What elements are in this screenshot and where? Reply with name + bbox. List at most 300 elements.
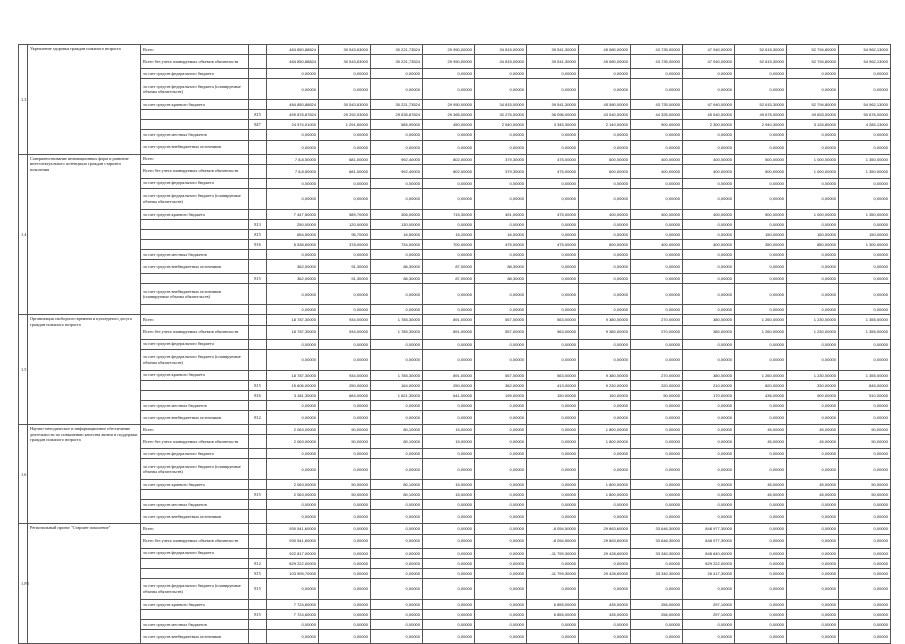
amount-cell: 563,00000 [527,325,579,339]
funding-source-label [141,240,249,250]
amount-cell: 0,00000 [631,188,683,209]
funding-source-label [141,110,249,120]
amount-cell: 91,30000 [319,274,371,284]
amount-cell: 845,00000 [839,380,891,390]
amount-cell: 0,00000 [631,480,683,490]
amount-cell: 0,00000 [735,599,787,609]
amount-cell: 0,00000 [527,229,579,239]
amount-cell: 54 962,13000 [839,45,891,55]
amount-cell: 0,00000 [839,534,891,548]
amount-cell: 0,00000 [527,188,579,209]
amount-cell: 1 000,00000 [787,164,839,178]
amount-cell: 992,40000 [371,164,423,178]
funding-source-label: за счет средств внебюджетных источников (планируемые объемы обязательств) [141,284,249,305]
amount-cell: 1 350,00000 [839,154,891,164]
amount-cell: 0,00000 [475,599,527,609]
amount-cell: 400,00000 [579,209,631,219]
amount-cell: 0,00000 [579,219,631,229]
amount-cell: 29 252,03000 [319,110,371,120]
amount-cell: 0,00000 [735,459,787,480]
amount-cell: 0,00000 [371,510,423,524]
amount-cell: 400,00000 [631,209,683,219]
kbk-code [249,100,267,110]
amount-cell: 0,00000 [735,188,787,209]
amount-cell: 0,00000 [475,620,527,630]
funding-source-label: за счет средств федерального бюджета [141,339,249,349]
amount-cell: 0,00000 [735,609,787,619]
amount-cell: 0,00000 [579,400,631,410]
amount-cell: 130,00000 [371,219,423,229]
amount-cell: 0,00000 [579,578,631,599]
amount-cell: 0,00000 [683,400,735,410]
amount-cell: 52 794,80000 [787,45,839,55]
amount-cell: 1 350,00000 [839,164,891,178]
amount-cell: 0,00000 [267,500,319,510]
amount-cell: 54 962,13000 [839,100,891,110]
amount-cell: 848 977,30000 [683,534,735,548]
funding-source-label: Всего [141,315,249,325]
amount-cell: 0,00000 [371,130,423,140]
amount-cell: 0,00000 [475,480,527,490]
amount-cell: 0,00000 [631,435,683,449]
kbk-code: 815 [249,490,267,500]
amount-cell: 0,00000 [839,410,891,424]
amount-cell: 330,00000 [787,380,839,390]
amount-cell: 0,00000 [683,349,735,370]
amount-cell: 0,00000 [267,630,319,644]
amount-cell: 1 800,00000 [579,480,631,490]
amount-cell: 50,00000 [839,435,891,449]
amount-cell: 1 800,00000 [579,424,631,434]
amount-cell: 829 222,00000 [683,558,735,568]
amount-cell: 34 815,00000 [475,100,527,110]
amount-cell: 500,00000 [735,209,787,219]
amount-cell: 50,00000 [319,490,371,500]
amount-cell: 0,00000 [475,435,527,449]
amount-cell: 9 230,00000 [579,380,631,390]
funding-source-label: за счет средств краевого бюджета [141,100,249,110]
amount-cell: 380,00000 [683,370,735,380]
amount-cell: 0,00000 [839,400,891,410]
amount-cell: 0,00000 [787,305,839,315]
funding-source-label [141,609,249,619]
section-name: Региональный проект "Старшее поколение" [28,524,141,644]
kbk-code [249,370,267,380]
amount-cell: 0,00000 [735,524,787,534]
amount-cell: 0,00000 [475,130,527,140]
amount-cell: 0,00000 [319,630,371,644]
table-row [19,534,891,548]
amount-cell: 52 794,80000 [787,55,839,69]
amount-cell: 0,00000 [787,500,839,510]
amount-cell: 0,00000 [475,558,527,568]
amount-cell: 802,00000 [423,164,475,178]
amount-cell: 1 800,00000 [579,435,631,449]
amount-cell: 195,00000 [475,390,527,400]
amount-cell: 0,00000 [423,178,475,188]
amount-cell: 600,00000 [579,154,631,164]
amount-cell: 270,00000 [631,370,683,380]
amount-cell: 802,00000 [423,154,475,164]
table-row [19,305,891,315]
amount-cell: 29 428,60000 [579,568,631,578]
amount-cell: 0,00000 [527,305,579,315]
amount-cell: 0,00000 [631,500,683,510]
amount-cell: 1 350,00000 [839,209,891,219]
amount-cell: 1 000,00000 [787,209,839,219]
amount-cell: 0,00000 [735,534,787,548]
amount-cell: 29 863,60000 [579,524,631,534]
funding-source-label: за счет средств внебюджетных источников [141,630,249,644]
amount-cell: 681,00000 [319,154,371,164]
amount-cell: 52 794,80000 [787,100,839,110]
table-row [19,188,891,209]
amount-cell: 3 345,30000 [527,120,579,130]
kbk-code: 815 [249,274,267,284]
amount-cell: 450,00000 [423,120,475,130]
amount-cell: 484 850,88824 [267,100,319,110]
kbk-code [249,164,267,178]
amount-cell: 0,00000 [371,568,423,578]
amount-cell: 0,00000 [631,630,683,644]
amount-cell: 0,00000 [319,449,371,459]
amount-cell: 1 000,00000 [787,154,839,164]
amount-cell: 0,00000 [527,510,579,524]
amount-cell: 0,00000 [371,449,423,459]
table-row [19,510,891,524]
amount-cell: 848 640,40000 [683,548,735,558]
amount-cell: 0,00000 [787,410,839,424]
amount-cell: 829 222,00000 [267,558,319,568]
amount-cell: 0,00000 [267,305,319,315]
kbk-code [249,284,267,305]
amount-cell: 459 876,87824 [267,110,319,120]
amount-cell: 557,00000 [475,315,527,325]
kbk-code: 815 [249,578,267,599]
funding-source-label: за счет средств федерального бюджета (планируемые объемы обязательств) [141,79,249,100]
amount-cell: 0,00000 [423,630,475,644]
amount-cell: 34 815,00000 [475,45,527,55]
amount-cell: 700,00000 [423,240,475,250]
amount-cell: 0,00000 [735,558,787,568]
funding-source-label: за счет средств местных бюджетов [141,620,249,630]
amount-cell: 0,00000 [579,630,631,644]
amount-cell: 0,00000 [787,534,839,548]
amount-cell: 0,00000 [423,599,475,609]
amount-cell: 934,00000 [319,325,371,339]
kbk-code: 816 [249,240,267,250]
funding-source-label: Всего [141,154,249,164]
amount-cell: 0,00000 [683,620,735,630]
amount-cell: 484 850,88824 [267,45,319,55]
amount-cell: 0,00000 [475,349,527,370]
amount-cell: 15,00000 [423,435,475,449]
amount-cell: 0,00000 [683,449,735,459]
amount-cell: 0,00000 [267,510,319,524]
amount-cell: 0,00000 [475,178,527,188]
amount-cell: 0,00000 [735,578,787,599]
amount-cell: 0,00000 [683,490,735,500]
section-name: Укрепление здоровья граждан пожилого возраста [28,45,141,155]
amount-cell: 0,00000 [527,339,579,349]
amount-cell: 0,00000 [735,410,787,424]
amount-cell: 563,00000 [527,370,579,380]
kbk-code: 812 [249,410,267,424]
amount-cell: 0,00000 [319,609,371,619]
amount-cell: 0,00000 [787,568,839,578]
amount-cell: 80,10000 [371,480,423,490]
kbk-code [249,524,267,534]
table-row [19,79,891,100]
amount-cell: 0,00000 [787,548,839,558]
amount-cell: 270,00000 [631,325,683,339]
amount-cell: 43 540,00000 [579,110,631,120]
amount-cell: 0,00000 [267,284,319,305]
amount-cell: 0,00000 [631,250,683,260]
section-name: Совершенствование инновационных форм и развитие интеллектуального потенциала граждан старшего поколения [28,154,141,315]
amount-cell: 2 140,00000 [579,120,631,130]
kbk-code [249,424,267,434]
amount-cell: 475,00000 [527,164,579,178]
amount-cell: 484 850,88824 [267,55,319,69]
amount-cell: 0,00000 [579,178,631,188]
kbk-code [249,630,267,644]
table-row [19,370,891,380]
amount-cell: 39 541,30000 [527,55,579,69]
amount-cell: 0,00000 [527,620,579,630]
section-name: Организация свободного времени и культурного досуга граждан пожилого возраста [28,315,141,425]
amount-cell: 0,00000 [735,630,787,644]
amount-cell: 15,20000 [423,229,475,239]
amount-cell: 0,00000 [787,188,839,209]
amount-cell: 0,00000 [475,609,527,619]
amount-cell: 0,00000 [371,524,423,534]
table-row [19,524,891,534]
amount-cell: 0,00000 [371,188,423,209]
table-row [19,45,891,55]
amount-cell: 1 785,30000 [371,325,423,339]
amount-cell: 45 580,00000 [579,100,631,110]
amount-cell: 0,00000 [267,250,319,260]
amount-cell: 0,00000 [683,510,735,524]
table-row [19,120,891,130]
amount-cell: 0,00000 [319,578,371,599]
amount-cell: 600,00000 [579,164,631,178]
amount-cell: 0,00000 [319,130,371,140]
amount-cell: 47 940,00000 [683,45,735,55]
amount-cell: 0,00000 [735,178,787,188]
table-row [19,410,891,424]
amount-cell: 0,00000 [267,459,319,480]
amount-cell: 0,00000 [683,140,735,154]
funding-source-label: за счет средств федерального бюджета (планируемые объемы обязательств) [141,578,249,599]
amount-cell: 0,00000 [787,599,839,609]
amount-cell: 0,00000 [683,69,735,79]
amount-cell: 80,10000 [371,435,423,449]
amount-cell: 0,00000 [475,400,527,410]
amount-cell: 0,00000 [527,79,579,100]
amount-cell: 0,00000 [839,449,891,459]
amount-cell: 0,00000 [319,79,371,100]
section-number: 1.3 [19,45,28,155]
amount-cell: 0,00000 [839,130,891,140]
amount-cell: 0,00000 [319,178,371,188]
amount-cell: 684,00000 [319,390,371,400]
amount-cell: 0,00000 [579,130,631,140]
table-row [19,630,891,644]
amount-cell: 45 580,00000 [579,55,631,69]
amount-cell: 400,00000 [631,154,683,164]
amount-cell: 45 580,00000 [579,45,631,55]
amount-cell: 0,00000 [579,558,631,568]
amount-cell: 0,00000 [423,305,475,315]
amount-cell: 4 285,13000 [839,120,891,130]
amount-cell: 0,00000 [319,284,371,305]
amount-cell: 1 260,00000 [735,315,787,325]
amount-cell: 0,00000 [787,609,839,619]
amount-cell: 45,00000 [735,480,787,490]
amount-cell: 270,00000 [631,315,683,325]
kbk-code: 812 [249,558,267,568]
amount-cell: 0,00000 [579,250,631,260]
amount-cell: 0,00000 [839,79,891,100]
amount-cell: 0,00000 [371,534,423,548]
kbk-code [249,305,267,315]
amount-cell: 0,00000 [475,250,527,260]
amount-cell: 50 676,00000 [839,110,891,120]
amount-cell: 0,00000 [319,349,371,370]
kbk-code [249,599,267,609]
amount-cell: 0,00000 [787,630,839,644]
amount-cell: 0,00000 [371,79,423,100]
amount-cell: 0,00000 [423,250,475,260]
amount-cell: 15,00000 [423,480,475,490]
amount-cell: 47 940,00000 [683,100,735,110]
table-row [19,219,891,229]
amount-cell: 0,00000 [787,79,839,100]
amount-cell: 0,00000 [839,284,891,305]
amount-cell: 86,30000 [371,274,423,284]
amount-cell: 33 646,30000 [631,524,683,534]
amount-cell: 0,00000 [423,558,475,568]
amount-cell: 0,00000 [371,178,423,188]
amount-cell: 0,00000 [319,568,371,578]
amount-cell: 0,00000 [527,400,579,410]
amount-cell: 0,00000 [579,79,631,100]
kbk-code: 813 [249,219,267,229]
amount-cell: 0,00000 [475,140,527,154]
amount-cell: 45,00000 [787,424,839,434]
amount-cell: 0,00000 [371,349,423,370]
amount-cell: 33 646,30000 [631,534,683,548]
kbk-code: 815 [249,110,267,120]
amount-cell: 0,00000 [423,410,475,424]
amount-cell: 0,00000 [267,69,319,79]
amount-cell: 87,00000 [423,260,475,274]
amount-cell: 6 855,00000 [527,609,579,619]
amount-cell: 0,00000 [579,69,631,79]
table-row [19,55,891,69]
amount-cell: 0,00000 [787,510,839,524]
amount-cell: 0,00000 [631,620,683,630]
amount-cell: 0,00000 [267,79,319,100]
amount-cell: 0,00000 [371,339,423,349]
kbk-code [249,325,267,339]
amount-cell: 378,00000 [319,240,371,250]
funding-source-label: Всего без учета планируемых объемов обязательств [141,325,249,339]
amount-cell: 0,00000 [787,524,839,534]
amount-cell: 0,00000 [371,609,423,619]
amount-cell: 0,00000 [267,140,319,154]
funding-source-label: за счет средств федерального бюджета [141,69,249,79]
amount-cell: 87,00000 [423,274,475,284]
amount-cell: 0,00000 [683,284,735,305]
amount-cell: 0,00000 [631,178,683,188]
amount-cell: 36 096,00000 [527,110,579,120]
amount-cell: 0,00000 [683,630,735,644]
section-number: 1.Р3 [19,524,28,644]
amount-cell: 39 541,30000 [527,45,579,55]
amount-cell: 210,00000 [683,380,735,390]
funding-source-label [141,229,249,239]
amount-cell: 563,00000 [527,315,579,325]
funding-source-label: Всего без учета планируемых объемов обязательств [141,435,249,449]
amount-cell: 0,00000 [423,140,475,154]
amount-cell: 0,00000 [787,339,839,349]
table-row [19,140,891,154]
amount-cell: 400,00000 [631,240,683,250]
amount-cell: 1 230,00000 [787,315,839,325]
amount-cell: 475,00000 [527,154,579,164]
amount-cell: 9 380,00000 [579,325,631,339]
amount-cell: 0,00000 [423,69,475,79]
amount-cell: 500,00000 [735,154,787,164]
amount-cell: 0,00000 [319,69,371,79]
amount-cell: 0,00000 [631,260,683,274]
table-row [19,349,891,370]
amount-cell: 256,00000 [631,609,683,619]
amount-cell: 0,00000 [527,630,579,644]
amount-cell: 0,00000 [527,500,579,510]
amount-cell: 0,00000 [267,188,319,209]
amount-cell: 0,00000 [527,69,579,79]
amount-cell: 0,00000 [423,339,475,349]
funding-source-label: за счет средств местных бюджетов [141,250,249,260]
amount-cell: 0,00000 [839,609,891,619]
amount-cell: 0,00000 [319,250,371,260]
amount-cell: 0,00000 [683,229,735,239]
amount-cell: 15 606,00000 [267,380,319,390]
amount-cell: 297,10000 [683,599,735,609]
amount-cell: 0,00000 [735,79,787,100]
kbk-code [249,339,267,349]
amount-cell: 50,00000 [319,480,371,490]
amount-cell: 0,00000 [683,260,735,274]
amount-cell: 0,00000 [371,400,423,410]
amount-cell: 436,00000 [735,390,787,400]
amount-cell: 0,00000 [527,349,579,370]
amount-cell: 0,00000 [475,219,527,229]
amount-cell: 0,00000 [631,284,683,305]
amount-cell: 52 615,30000 [735,100,787,110]
amount-cell: 379,30000 [475,164,527,178]
amount-cell: 52 615,30000 [735,55,787,69]
amount-cell: 30 221,73524 [371,55,423,69]
amount-cell: 0,00000 [423,548,475,558]
amount-cell: 0,00000 [527,410,579,424]
amount-cell: 0,00000 [683,459,735,480]
amount-cell: 0,00000 [423,188,475,209]
